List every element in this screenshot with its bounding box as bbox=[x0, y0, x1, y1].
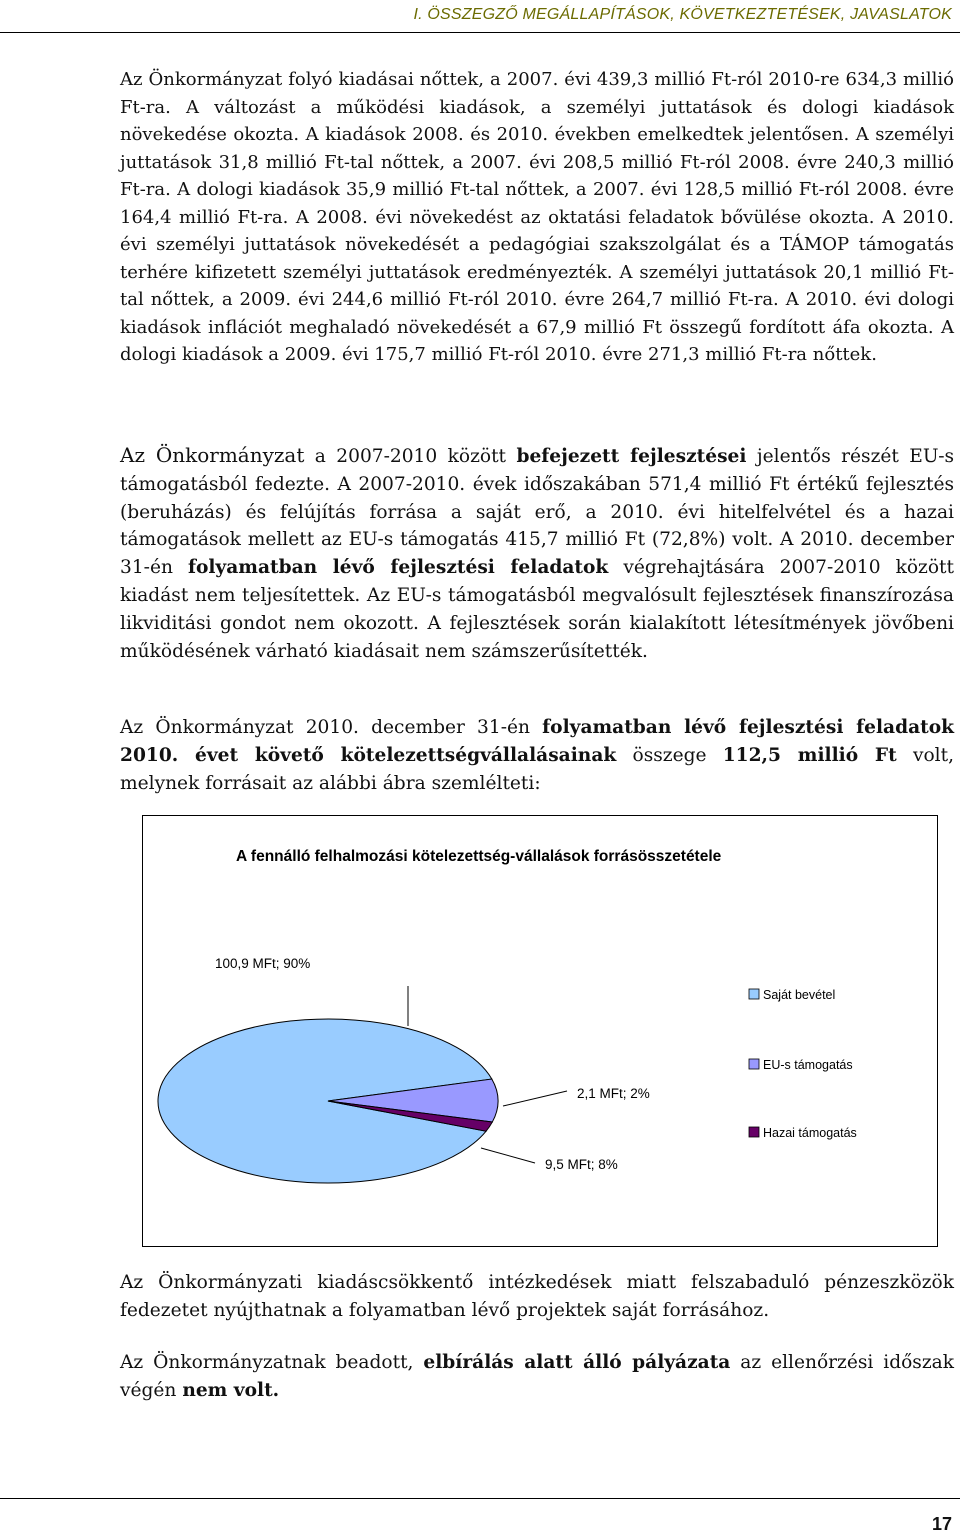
paragraph-developments bbox=[120, 442, 954, 665]
paragraph-lead: Az Önkormányzat bbox=[120, 443, 305, 467]
leader-line-3 bbox=[503, 1091, 567, 1106]
data-label-2: 9,5 MFt; 8% bbox=[545, 1157, 618, 1172]
text-span: összege bbox=[616, 744, 723, 766]
pie-chart-svg bbox=[143, 816, 937, 1246]
legend-label-3: Hazai támogatás bbox=[763, 1126, 857, 1140]
paragraph-expenditures: Az Önkormányzat folyó kiadásai nőttek, a 2007. évi 439,3 millió Ft-ról 2010-re 634,3 millió Ft-ra. A változást a működési kiadások, a személyi juttatások és dologi kiadások növekedése okozta. A kiadások 2008. és 2010. években emelkedtek jelentősen. A személyi juttatások 31,8 millió Ft-tal nőttek, a 2007. évi 208,5 millió Ft-ról 2008. évre 240,3 millió Ft-ra. A dologi kiadások 35,9 millió Ft-tal nőttek, a 2007. évi 128,5 millió Ft-ról 2008. évre 164,4 millió Ft-ra. A 2008. évi növekedést az oktatási feladatok bővülése okozta. A 2010. évi személyi juttatások növekedését a pedagógiai szakszolgálat és a TÁMOP támogatás terhére kifizetett személyi juttatások eredményezték. A személyi juttatások 20,1 millió Ft-tal nőttek, a 2009. évi 244,6 millió Ft-ról 2010. évre 264,7 millió Ft-ra. A 2010. évi dologi kiadások inflációt meghaladó növekedését a 67,9 millió Ft összegű fordított áfa okozta. A dologi kiadások a 2009. évi 175,7 millió Ft-ról 2010. évre 271,3 millió Ft-ra nőttek. bbox=[120, 69, 954, 365]
text-span: végrehajtására 2007-2010 között kiadást nem teljesítettek. Az EU-s támogatásból megvalósult fejlesztések finanszírozása likviditási gondot nem okozott. A fejlesztések során kialakított létesítmények jövőbeni működésének várható kiadásait nem számszerűsítették. bbox=[120, 557, 954, 662]
text-span: Az Önkormányzatnak beadott, bbox=[120, 1352, 424, 1373]
bold-span: elbírálás alatt álló pályázata bbox=[423, 1352, 731, 1373]
bold-span: folyamatban lévő fejlesztési feladatok 2010. évet követő kötelezettségvállalásainak bbox=[120, 717, 954, 766]
leader-line-2 bbox=[481, 1148, 535, 1163]
text-span: a 2007-2010 között bbox=[304, 446, 517, 467]
legend-label-2: EU-s támogatás bbox=[763, 1058, 853, 1072]
bold-span: nem volt. bbox=[182, 1379, 280, 1401]
legend-swatch-3 bbox=[749, 1127, 759, 1137]
page-header bbox=[0, 0, 960, 34]
chart-legend bbox=[749, 988, 857, 1140]
text-span: volt, melynek forrásait az alábbi ábra szemlélteti: bbox=[120, 744, 954, 794]
data-label-1: 100,9 MFt; 90% bbox=[215, 956, 311, 971]
header-title: I. ÖSSZEGZŐ MEGÁLLAPÍTÁSOK, KÖVETKEZTETÉSEK, JAVASLATOK bbox=[413, 6, 952, 23]
legend-swatch-2 bbox=[749, 1059, 759, 1069]
pie-chart bbox=[142, 815, 938, 1247]
pie-slices bbox=[158, 1019, 498, 1183]
legend-label-1: Saját bevétel bbox=[763, 988, 836, 1002]
text-span: Az Önkormányzat 2010. december 31-én bbox=[120, 717, 543, 738]
data-label-3: 2,1 MFt; 2% bbox=[577, 1086, 650, 1101]
paragraph-savings: Az Önkormányzati kiadáscsökkentő intézkedések miatt felszabaduló pénzeszközök fedezetet nyújthatnak a folyamatban lévő projektek saját forrásához. bbox=[120, 1272, 954, 1321]
bold-span: folyamatban lévő fejlesztési feladatok bbox=[187, 557, 609, 579]
text-span: jelentős részét EU-s támogatásból fedezte. A 2007-2010. évek időszakában 571,4 millió Ft értékű fejlesztés (beruházás) és felújítás forrása a saját erő, a 2010. évi hitelfelvétel és a hazai támogatások mellett az EU-s támogatás 415,7 millió Ft (72,8%) volt. A 2010. december 31-én bbox=[120, 446, 955, 579]
bold-span: befejezett fejlesztései bbox=[516, 446, 747, 467]
paragraph-commitments bbox=[120, 714, 954, 797]
text-span: az ellenőrzési időszak végén bbox=[120, 1352, 954, 1401]
footer-rule bbox=[0, 1498, 960, 1499]
chart-title: A fennálló felhalmozási kötelezettség-vállalások forrásösszetétele bbox=[236, 848, 722, 865]
paragraph-applications bbox=[120, 1349, 954, 1404]
bold-span: 112,5 millió Ft bbox=[722, 744, 897, 766]
header-rule bbox=[0, 32, 960, 33]
legend-swatch-1 bbox=[749, 989, 759, 999]
page-number: 17 bbox=[931, 1514, 952, 1534]
